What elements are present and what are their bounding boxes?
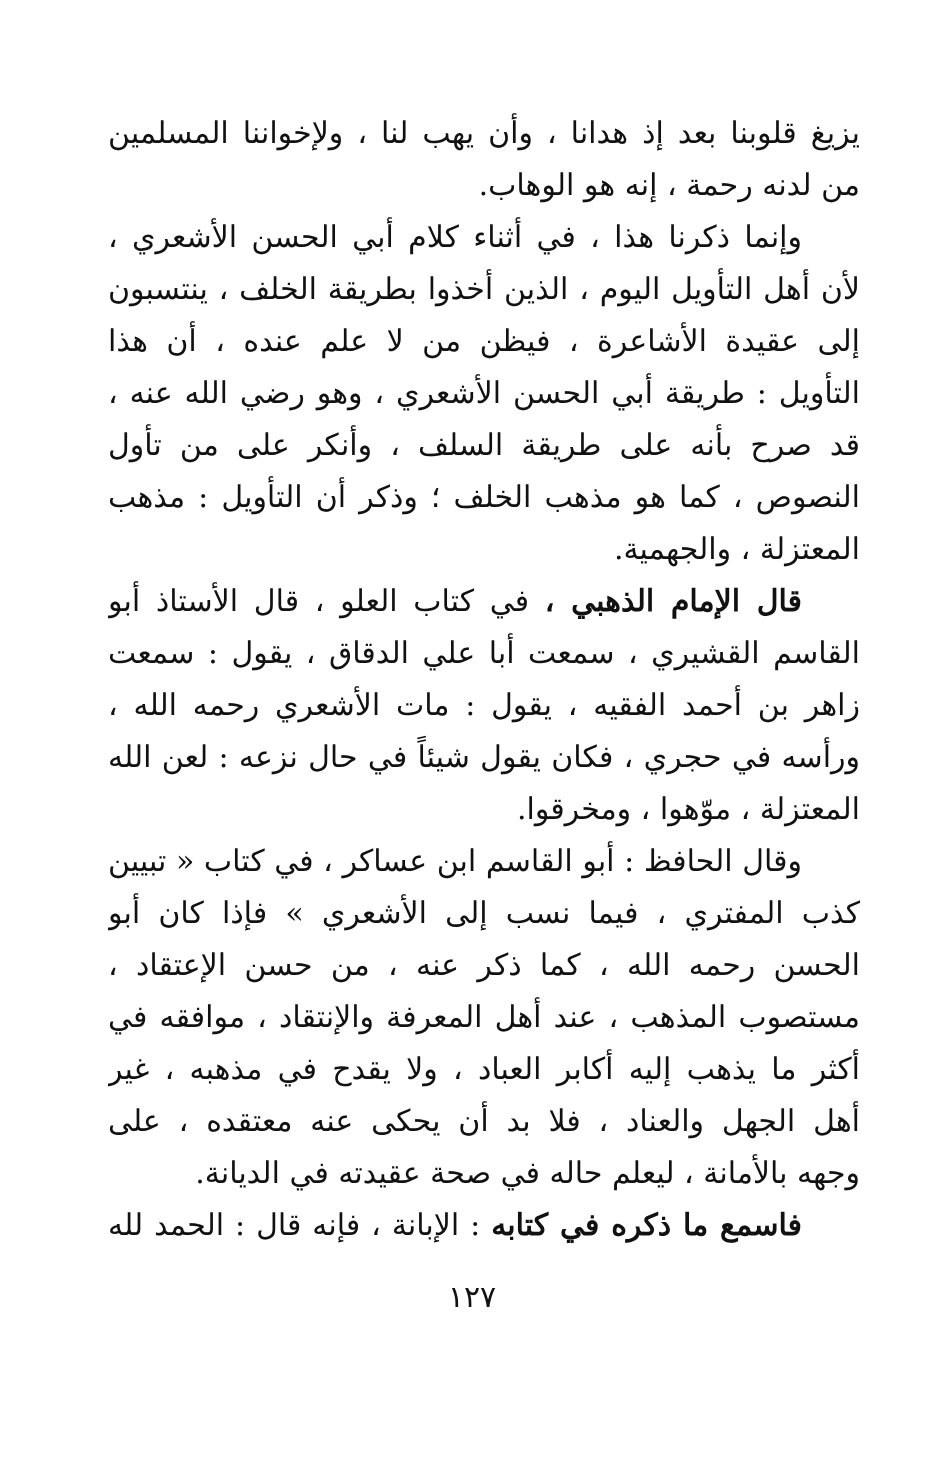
text-run: في كتاب العلو ، قال الأستاذ أبو [108, 584, 545, 619]
text-line: من لدنه رحمة ، إنه هو الوهاب. [478, 168, 860, 203]
text-line: المعتزلة ، والجهمية. [613, 532, 860, 567]
text-line [108, 1200, 860, 1252]
text-line: أهل الجهل والعناد ، فلا بد أن يحكى عنه معتقده ، على [108, 1104, 860, 1139]
text-line: مستصوب المذهب ، عند أهل المعرفة والإنتقاد ، موافقه في [108, 1000, 860, 1035]
text-line: النصوص ، كما هو مذهب الخلف ؛ وذكر أن التأويل : مذهب [108, 480, 860, 515]
bold-heading-phrase: قال الإمام الذهبي ، [544, 584, 802, 619]
text-line: ورأسه في حجري ، فكان يقول شيئاً في حال نزعه : لعن الله [108, 740, 860, 775]
text-line: التأويل : طريقة أبي الحسن الأشعري ، وهو رضي الله عنه ، [108, 376, 860, 411]
paragraph-1 [108, 108, 860, 212]
text-line: إلى عقيدة الأشاعرة ، فيظن من لا علم عنده ، أن هذا [108, 324, 860, 359]
text-line: المعتزلة ، موّهوا ، ومخرقوا. [516, 792, 860, 827]
paragraph-2 [108, 212, 860, 576]
text-line: وإنما ذكرنا هذا ، في أثناء كلام أبي الحسن الأشعري ، [108, 220, 802, 255]
text-line [108, 576, 860, 628]
text-line: أكثر ما يذهب إليه أكابر العباد ، ولا يقدح في مذهبه ، غير [108, 1052, 860, 1087]
text-line: الحسن رحمه الله ، كما ذكر عنه ، من حسن الإعتقاد ، [108, 948, 860, 983]
text-line: كذب المفتري ، فيما نسب إلى الأشعري » فإذا كان أبو [108, 896, 860, 931]
page-number: ١٢٧ [447, 1280, 497, 1315]
text-run: : الإبانة ، فإنه قال : الحمد لله [108, 1208, 492, 1243]
paragraph-3 [108, 576, 860, 836]
text-line: زاهر بن أحمد الفقيه ، يقول : مات الأشعري رحمه الله ، [108, 688, 860, 723]
text-line: يزيغ قلوبنا بعد إذ هدانا ، وأن يهب لنا ، ولإخواننا المسلمين [108, 116, 860, 151]
bold-heading-phrase: فاسمع ما ذكره في كتابه [491, 1208, 802, 1243]
paragraph-4 [108, 836, 860, 1200]
paragraph-5 [108, 1200, 860, 1252]
text-line: وجهه بالأمانة ، ليعلم حاله في صحة عقيدته في الديانة. [195, 1156, 860, 1191]
text-line: لأن أهل التأويل اليوم ، الذين أخذوا بطريقة الخلف ، ينتسبون [108, 272, 860, 307]
text-line: وقال الحافظ : أبو القاسم ابن عساكر ، في كتاب « تبيين [108, 844, 802, 879]
text-line: القاسم القشيري ، سمعت أبا علي الدقاق ، يقول : سمعت [108, 636, 860, 671]
text-line: قد صرح بأنه على طريقة السلف ، وأنكر على من تأول [108, 428, 860, 463]
